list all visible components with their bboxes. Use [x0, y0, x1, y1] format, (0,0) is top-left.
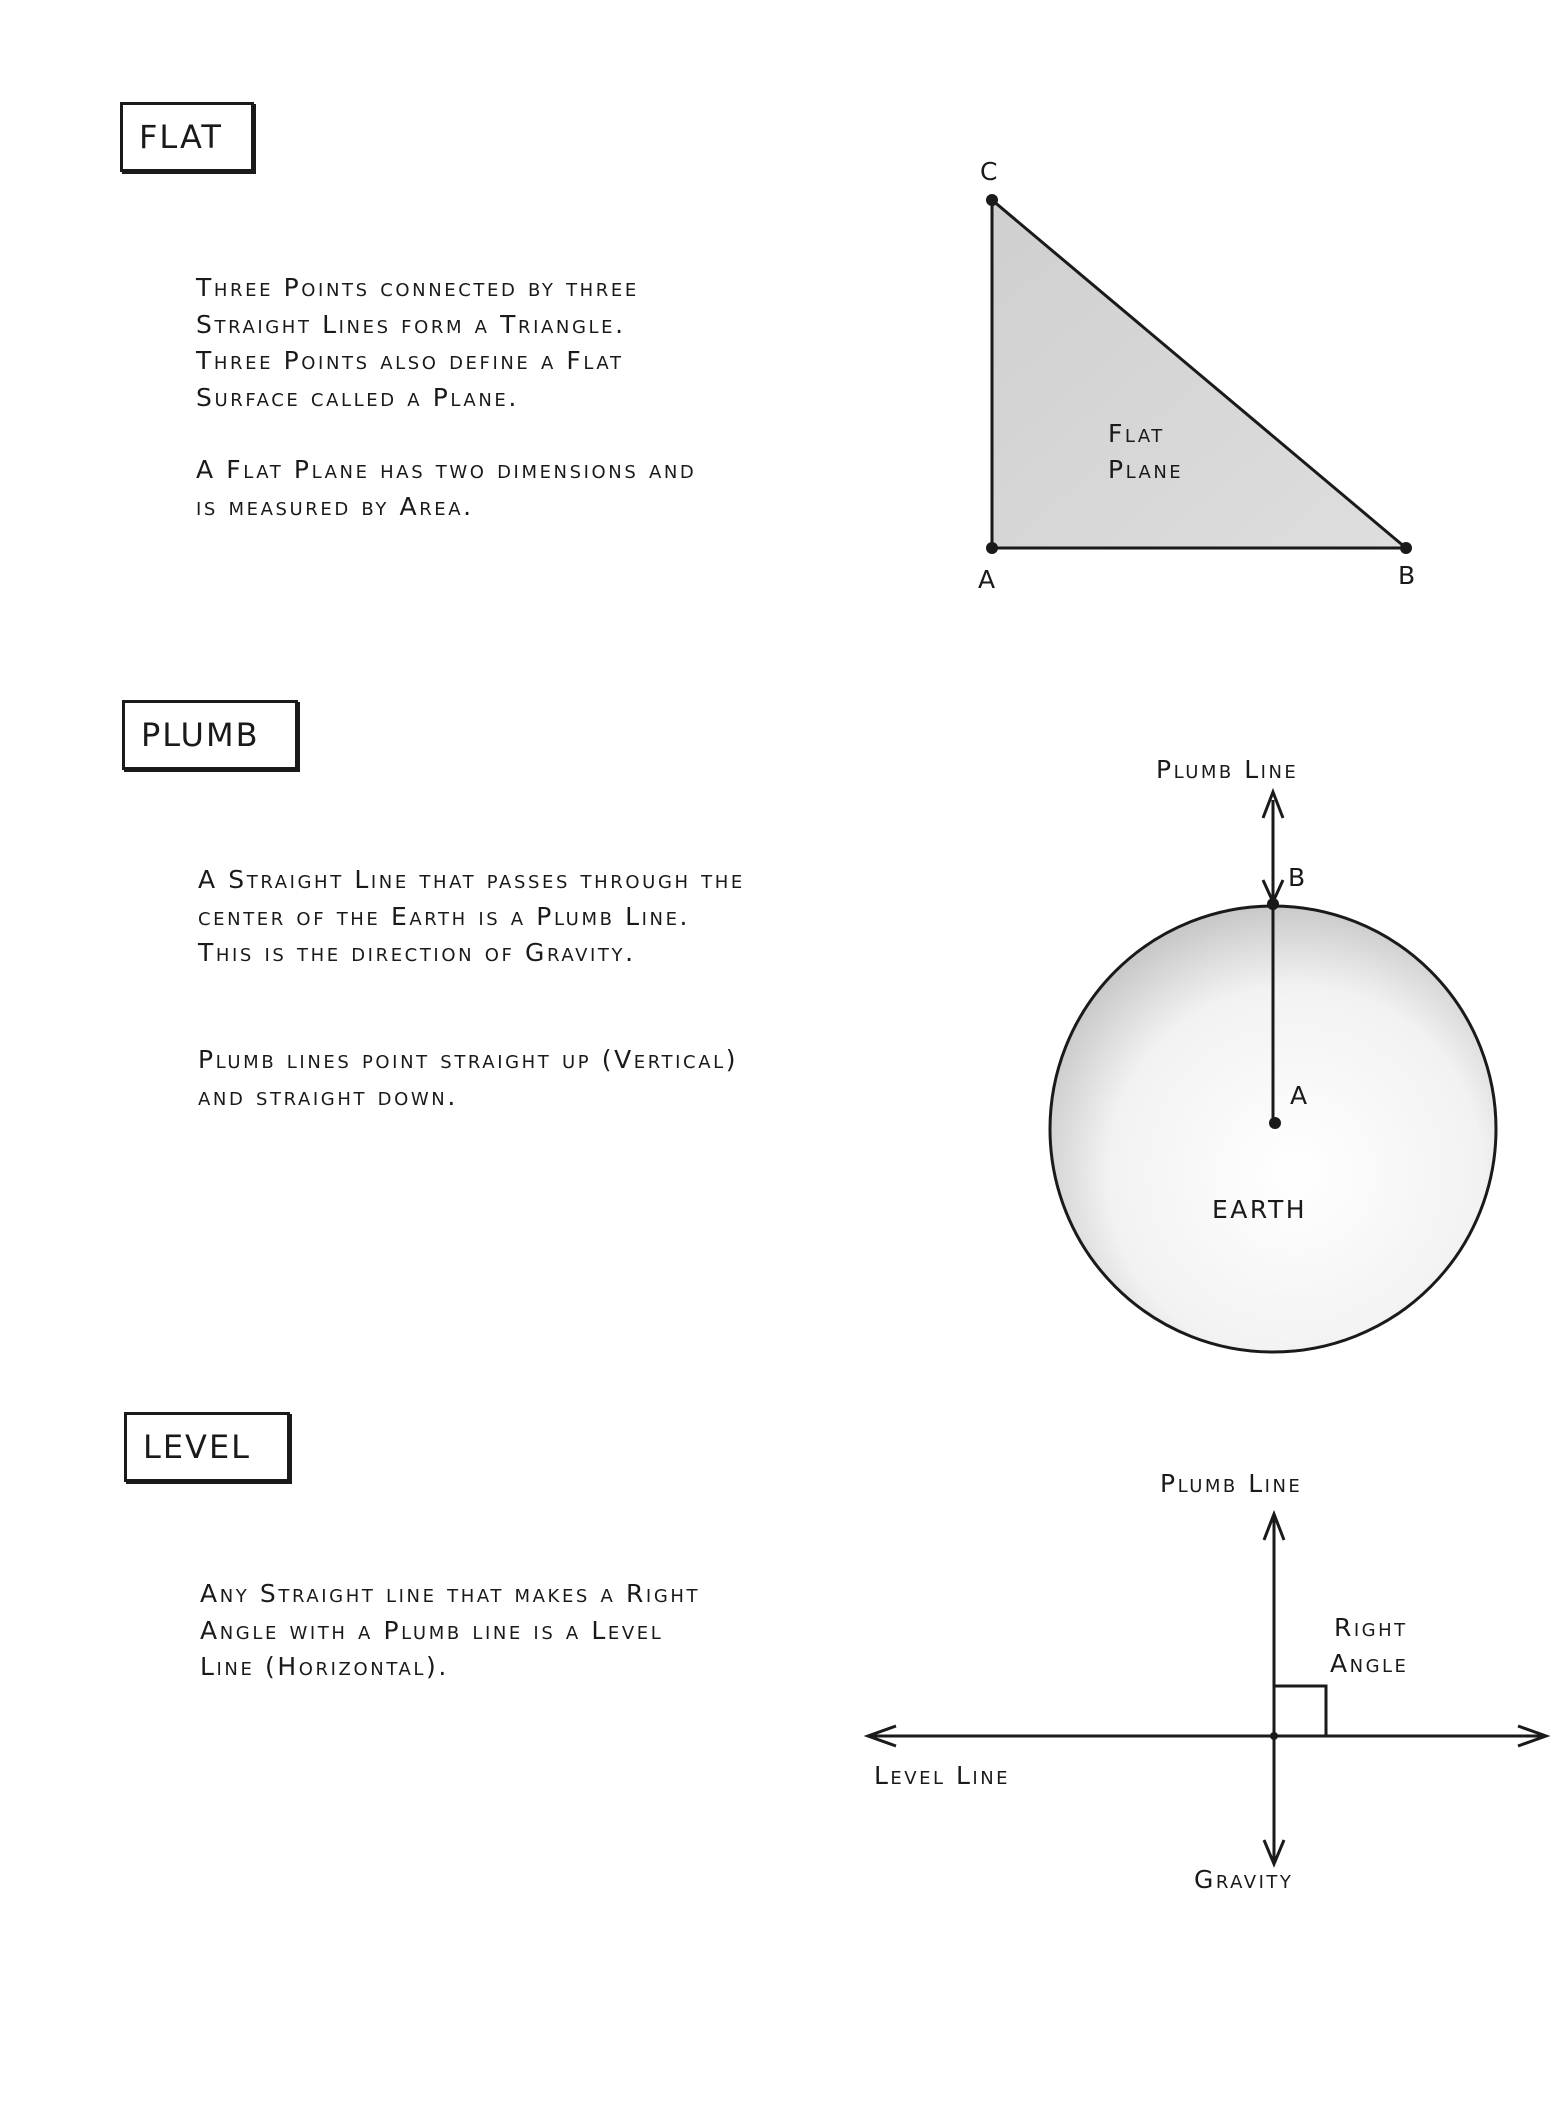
- right-angle-label-line2: Angle: [1330, 1649, 1409, 1678]
- level-plumb-line-label: Plumb Line: [1160, 1469, 1303, 1498]
- level-paragraph-1-line: Angle with a Plumb line is a Level: [200, 1615, 664, 1645]
- right-angle-marker: [1274, 1686, 1326, 1736]
- point-b-dot: [1400, 542, 1412, 554]
- point-c-label: C: [980, 157, 1000, 186]
- triangle-diagram: [978, 157, 1418, 594]
- plumb-paragraph-2-line: and straight down.: [198, 1081, 458, 1111]
- flat-paragraph-1-line: Three Points connected by three: [196, 273, 639, 302]
- flat-plane-triangle: [992, 200, 1406, 548]
- flat-paragraph-2-line: A Flat Plane has two dimensions and: [196, 455, 697, 484]
- flat-paragraph-1-line: Surface called a Plane.: [196, 382, 519, 412]
- earth-point-a-label: A: [1290, 1081, 1310, 1110]
- point-c-dot: [986, 194, 998, 206]
- flat-plane-label-line1: Flat: [1108, 419, 1165, 448]
- earth-point-b-label: B: [1288, 863, 1308, 892]
- flat-paragraph-1-line: Straight Lines form a Triangle.: [196, 309, 626, 339]
- plumb-line-label: Plumb Line: [1156, 755, 1299, 784]
- flat-title-text: FLAT: [139, 118, 223, 156]
- earth-label: EARTH: [1212, 1195, 1308, 1224]
- level-intersection-dot: [1270, 1732, 1278, 1740]
- level-paragraph-1-line: Line (Horizontal).: [200, 1652, 449, 1681]
- plumb-paragraph-1-line: This is the direction of Gravity.: [198, 938, 636, 967]
- earth-diagram: [1050, 755, 1496, 1352]
- point-b-label: B: [1398, 561, 1418, 590]
- level-title-text: LEVEL: [143, 1428, 251, 1466]
- flat-plane-label-line2: Plane: [1108, 455, 1184, 484]
- flat-paragraph-2-line: is measured by Area.: [196, 491, 474, 521]
- plumb-paragraph-1-line: A Straight Line that passes through the: [198, 865, 745, 894]
- earth-point-b-dot: [1267, 898, 1279, 910]
- gravity-label: Gravity: [1194, 1865, 1294, 1894]
- level-paragraph-1-line: Any Straight line that makes a Right: [200, 1579, 701, 1608]
- earth-point-a-dot: [1269, 1117, 1281, 1129]
- plumb-paragraph-1-line: center of the Earth is a Plumb Line.: [198, 901, 691, 931]
- level-diagram: [868, 1469, 1546, 1894]
- point-a-label: A: [978, 565, 998, 594]
- plumb-paragraph-2-line: Plumb lines point straight up (Vertical): [198, 1045, 739, 1074]
- plumb-title-text: PLUMB: [141, 716, 260, 754]
- flat-paragraph-1-line: Three Points also define a Flat: [196, 346, 624, 375]
- level-line-label: Level Line: [874, 1761, 1011, 1790]
- right-angle-label-line1: Right: [1334, 1613, 1408, 1642]
- point-a-dot: [986, 542, 998, 554]
